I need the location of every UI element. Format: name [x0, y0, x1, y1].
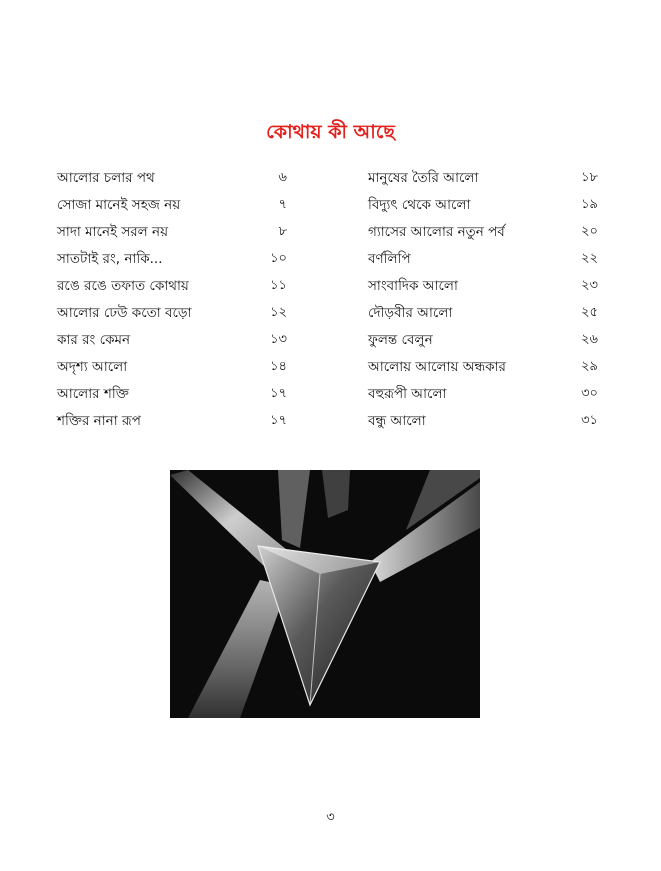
toc-entry[interactable]: [368, 192, 598, 219]
toc-entry-page: ১৪: [270, 359, 287, 374]
prism-illustration: [170, 470, 480, 718]
toc-entry-title: সোজা মানেই সহজ নয়: [57, 197, 181, 213]
prism-photo: [170, 470, 480, 718]
toc-entry-title: অদৃশ্য আলো: [57, 359, 128, 375]
toc-entry-title: আলোর শক্তি: [57, 386, 129, 402]
toc-entry-title: সাংবাদিক আলো: [368, 278, 458, 294]
toc-entry-page: ১৮: [581, 170, 598, 185]
toc-entry-title: শক্তির নানা রূপ: [57, 413, 141, 429]
toc-entry[interactable]: [368, 165, 598, 192]
toc-entry[interactable]: [57, 327, 287, 354]
toc-entry[interactable]: [368, 300, 598, 327]
toc-entry[interactable]: [57, 192, 287, 219]
toc-entry-title: ফুলন্ত বেলুন: [368, 332, 433, 348]
toc-entry-title: মানুষের তৈরি আলো: [368, 170, 479, 186]
toc-entry-title: বহুরূপী আলো: [368, 386, 447, 402]
toc-entry[interactable]: [57, 273, 287, 300]
toc-entry-title: সাতটাই রং, নাকি...: [57, 251, 163, 267]
toc-entry[interactable]: [368, 219, 598, 246]
page-number: ৩: [326, 810, 335, 825]
toc-entry-page: ২০: [581, 224, 598, 239]
toc-entry[interactable]: [368, 381, 598, 408]
toc-entry-page: ২৫: [581, 305, 598, 320]
toc-entry[interactable]: [57, 408, 287, 435]
toc-entry[interactable]: [368, 246, 598, 273]
toc-entry-page: ৩০: [581, 386, 598, 401]
toc-entry[interactable]: [57, 165, 287, 192]
toc-entry-title: দৌড়বীর আলো: [368, 305, 453, 321]
toc-entry-page: ৮: [278, 224, 287, 239]
toc-entry-title: সাদা মানেই সরল নয়: [57, 224, 169, 240]
toc-entry-title: গ্যাসের আলোর নতুন পর্ব: [368, 224, 505, 240]
toc-entry-title: রঙে রঙে তফাত কোথায়: [57, 278, 189, 294]
contents-left-column: [57, 165, 287, 435]
toc-entry[interactable]: [368, 327, 598, 354]
page-title: কোথায় কী আছে: [266, 121, 395, 143]
toc-entry-page: ১০: [270, 251, 287, 266]
toc-entry[interactable]: [57, 246, 287, 273]
toc-entry-title: বিদ্যুৎ থেকে আলো: [368, 197, 471, 213]
toc-entry-page: ১১: [270, 278, 287, 293]
toc-entry[interactable]: [368, 354, 598, 381]
toc-entry-title: আলোর চলার পথ: [57, 170, 155, 186]
toc-entry-page: ২৬: [581, 332, 598, 347]
toc-entry[interactable]: [57, 219, 287, 246]
toc-entry-page: ৩১: [581, 413, 598, 428]
toc-entry[interactable]: [57, 354, 287, 381]
toc-entry[interactable]: [57, 300, 287, 327]
toc-entry-page: ২৯: [581, 359, 598, 374]
toc-entry-page: ২২: [581, 251, 598, 266]
toc-entry[interactable]: [368, 273, 598, 300]
toc-entry-title: আলোয় আলোয় অন্ধকার: [368, 359, 506, 375]
contents-right-column: [368, 165, 598, 435]
toc-entry[interactable]: [368, 408, 598, 435]
toc-entry-title: বর্ণলিপি: [368, 251, 411, 267]
toc-entry-title: বন্ধু আলো: [368, 413, 426, 429]
toc-entry-page: ৬: [278, 170, 287, 185]
toc-entry-title: কার রং কেমন: [57, 332, 131, 348]
toc-entry-page: ১২: [270, 305, 287, 320]
toc-entry-page: ১৭: [270, 386, 287, 401]
toc-entry-page: ২৩: [581, 278, 598, 293]
toc-entry-page: ১৭: [270, 413, 287, 428]
toc-entry[interactable]: [57, 381, 287, 408]
toc-entry-title: আলোর ঢেউ কতো বড়ো: [57, 305, 192, 321]
toc-entry-page: ১৩: [270, 332, 287, 347]
toc-entry-page: ৭: [278, 197, 287, 212]
toc-entry-page: ১৯: [581, 197, 598, 212]
